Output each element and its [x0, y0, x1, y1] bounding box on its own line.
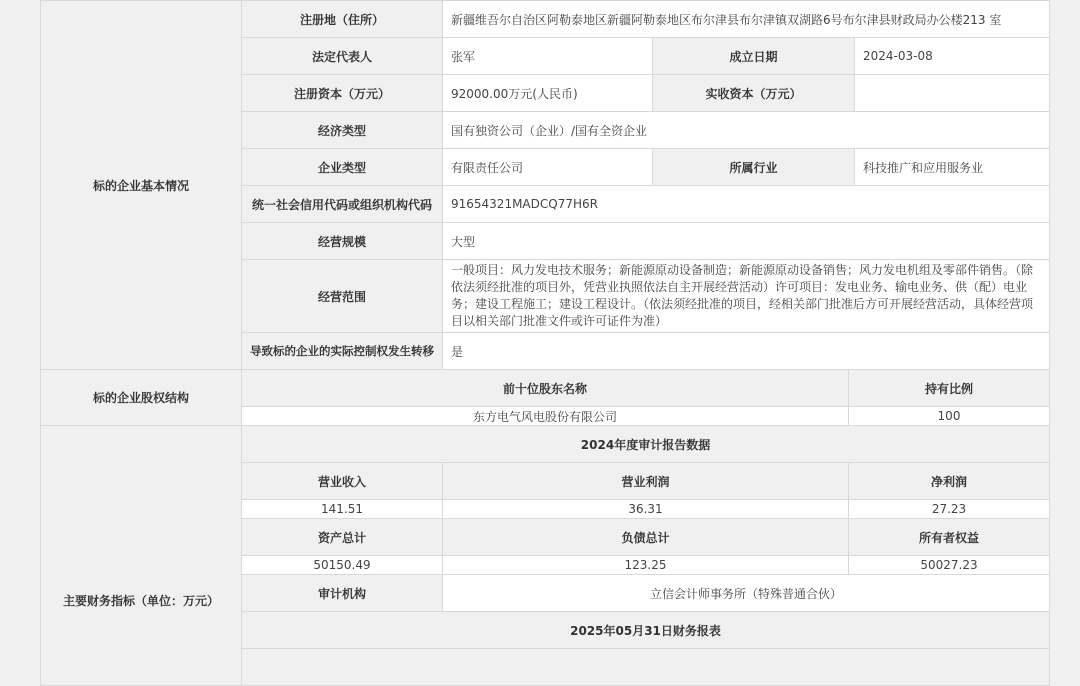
- business-scope-value: 一般项目：风力发电技术服务；新能源原动设备制造；新能源原动设备销售；风力发电机组及零部件销售。（除依法须经批准的项目外，凭营业执照依法自主开展经营活动）许可项目：发电业务、输电业务、供（配）电业务；建设工程施工；建设工程设计。（依法须经批准的项目，经相关部门批准后方可开展经营活动，具体经营项目以相关部门批准文件或许可证件为准）: [443, 260, 1050, 333]
- owners-equity-header: 所有者权益: [849, 519, 1050, 556]
- registered-address-value: 新疆维吾尔自治区阿勒泰地区新疆阿勒泰地区布尔津县布尔津镇双湖路6号布尔津县财政局办公楼213 室: [443, 1, 1050, 38]
- credit-code-value: 91654321MADCQ77H6R: [443, 186, 1050, 223]
- equity-table: [40, 369, 1050, 426]
- finance-table: [40, 425, 1050, 686]
- reg-capital-value: 92000.00万元(人民币): [443, 75, 653, 112]
- transaction-info-page: [40, 0, 1049, 686]
- econ-type-label: 经济类型: [242, 112, 443, 149]
- section-label-basic: 标的企业基本情况: [41, 1, 242, 370]
- legal-rep-label: 法定代表人: [242, 38, 443, 75]
- total-assets-value: 50150.49: [242, 556, 443, 575]
- shareholder-name-cell: 东方电气风电股份有限公司: [242, 407, 849, 426]
- auditor-value: 立信会计师事务所（特殊普通合伙）: [443, 575, 1050, 612]
- founded-label: 成立日期: [653, 38, 855, 75]
- holding-ratio-cell: 100: [849, 407, 1050, 426]
- founded-value: 2024-03-08: [855, 38, 1050, 75]
- net-profit-header: 净利润: [849, 463, 1050, 500]
- credit-code-label: 统一社会信用代码或组织机构代码: [242, 186, 443, 223]
- total-assets-header: 资产总计: [242, 519, 443, 556]
- industry-label: 所属行业: [653, 149, 855, 186]
- report-2025-title: 2025年05月31日财务报表: [242, 612, 1050, 649]
- revenue-value: 141.51: [242, 500, 443, 519]
- owners-equity-value: 50027.23: [849, 556, 1050, 575]
- revenue-header: 营业收入: [242, 463, 443, 500]
- audit-report-title: 2024年度审计报告数据: [242, 426, 1050, 463]
- business-scope-label: 经营范围: [242, 260, 443, 333]
- control-transfer-value: 是: [443, 333, 1050, 370]
- basic-info-table: [40, 0, 1050, 370]
- auditor-label: 审计机构: [242, 575, 443, 612]
- control-transfer-label: 导致标的企业的实际控制权发生转移: [242, 333, 443, 370]
- legal-rep-value: 张军: [443, 38, 653, 75]
- registered-address-label: 注册地（住所）: [242, 1, 443, 38]
- total-liabilities-header: 负债总计: [443, 519, 849, 556]
- report-2025-continuation: [242, 649, 1050, 686]
- paid-capital-value: [855, 75, 1050, 112]
- holding-ratio-header: 持有比例: [849, 370, 1050, 407]
- industry-value: 科技推广和应用服务业: [855, 149, 1050, 186]
- net-profit-value: 27.23: [849, 500, 1050, 519]
- company-type-label: 企业类型: [242, 149, 443, 186]
- reg-capital-label: 注册资本（万元）: [242, 75, 443, 112]
- total-liabilities-value: 123.25: [443, 556, 849, 575]
- shareholder-name-header: 前十位股东名称: [242, 370, 849, 407]
- operating-profit-value: 36.31: [443, 500, 849, 519]
- operating-profit-header: 营业利润: [443, 463, 849, 500]
- econ-type-value: 国有独资公司（企业）/国有全资企业: [443, 112, 1050, 149]
- section-label-equity: 标的企业股权结构: [41, 370, 242, 426]
- section-label-finance: 主要财务指标（单位：万元）: [41, 426, 242, 686]
- paid-capital-label: 实收资本（万元）: [653, 75, 855, 112]
- scale-value: 大型: [443, 223, 1050, 260]
- company-type-value: 有限责任公司: [443, 149, 653, 186]
- scale-label: 经营规模: [242, 223, 443, 260]
